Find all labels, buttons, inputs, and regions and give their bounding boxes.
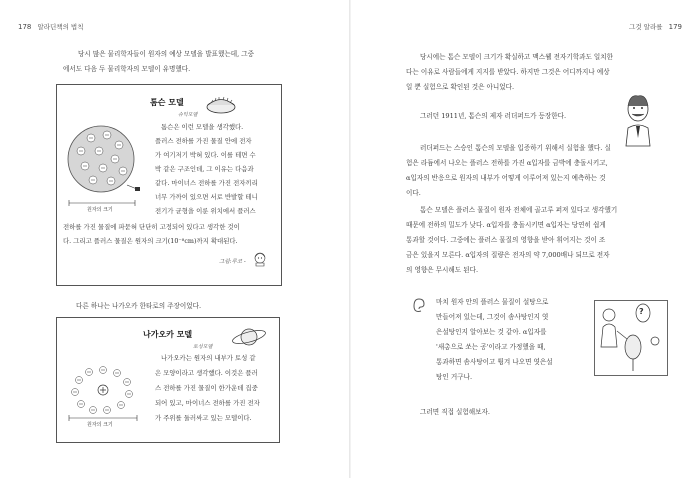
right-page-number: 179 xyxy=(668,23,682,31)
thomson-atom-caption: 원자의 크기 xyxy=(87,207,113,213)
left-page-header xyxy=(18,22,83,31)
book-title: 알라딘책의 법칙 xyxy=(37,23,84,31)
right-para3-line-1: 러더퍼드는 스승인 톰슨의 모델을 입증하기 위해서 실험을 했다. 실 xyxy=(420,144,611,152)
right-page xyxy=(350,0,700,478)
scientist-portrait-icon xyxy=(618,92,658,148)
right-para5-line-4: '새총으로 쏘는 공'이라고 가정했을 때, xyxy=(436,343,546,351)
nagaoka-intro: 다른 하나는 나가오카 한타로의 주장이었다. xyxy=(76,302,202,310)
chapter-title: 그것 알라를 xyxy=(629,23,663,31)
thomson-model-title: 톰슨 모델 xyxy=(150,98,184,107)
right-page-header xyxy=(629,22,682,31)
right-para4-line-5: 의 영향은 무시해도 된다. xyxy=(406,266,479,274)
slingshot-sketch xyxy=(595,301,667,375)
thomson-text-5: 같다. 마이너스 전하를 가진 전자끼리 xyxy=(155,179,258,187)
right-para3-line-3: α입자의 반응으로 원자의 내부가 어떻게 이루어져 있는지 예측하는 것 xyxy=(406,174,606,182)
right-para1-line-3: 일 뿐 실험으로 확인된 것은 아니었다. xyxy=(406,83,515,91)
nagaoka-text-4: 되어 있고, 마이너스 전하를 가진 전자 xyxy=(155,399,260,407)
right-para2: 그러던 1911년, 톰슨의 제자 러더퍼드가 등장한다. xyxy=(420,112,567,120)
right-para5-line-5: 통과하면 솜사탕이고 튕겨 나오면 엿은설 xyxy=(436,358,553,366)
question-mark-label: ? xyxy=(639,307,644,316)
saturn-icon xyxy=(229,322,269,352)
left-page-number: 178 xyxy=(18,23,32,31)
nagaoka-model-box xyxy=(56,317,280,443)
right-para4-line-1: 톰슨 모델은 플러스 물질이 원자 전체에 골고루 퍼져 있다고 생각했기 xyxy=(420,206,618,214)
thomson-text-1: 톰슨은 이런 모델을 생각했다. xyxy=(161,123,244,131)
nagaoka-model-title: 나가오카 모델 xyxy=(143,330,193,339)
right-para5-line-2: 만들어져 있는데, 그것이 솜사탕인지 엿 xyxy=(436,313,549,321)
right-para3-line-4: 이다. xyxy=(406,189,421,197)
thomson-model-box xyxy=(56,84,282,286)
slingshot-experiment-figure xyxy=(594,300,668,376)
nagaoka-text-2: 은 모양이라고 생각했다. 이것은 플러 xyxy=(155,369,258,377)
left-intro-line-1: 당시 많은 물리학자들이 원자의 예상 모델을 발표했는데, 그중 xyxy=(78,50,255,58)
thomson-atom-diagram xyxy=(63,121,143,217)
right-para3-line-2: 험은 라듐에서 나오는 플러스 전하를 가진 α입자를 금박에 충돌시키고, xyxy=(406,159,608,167)
right-para4-line-4: 금은 있을지 모른다. α입자의 질량은 전자의 약 7,000배나 되므로 전자 xyxy=(406,251,610,259)
right-para5-line-6: 탕인 거구나. xyxy=(436,373,473,381)
thomson-text-4: 박 같은 구조인데, 그 이유는 다음과 xyxy=(155,165,254,173)
nagaoka-text-3: 스 전하를 가진 물질이 한가운데 집중 xyxy=(155,384,258,392)
right-para6: 그러면 직접 실험해보자. xyxy=(420,408,490,416)
thomson-text-9: 다. 그리고 플러스 물질은 원자의 크기(10⁻⁸cm)까지 확대된다. xyxy=(63,237,238,245)
left-intro-line-2: 에서도 다음 두 물리학자의 모델이 유명했다. xyxy=(63,65,191,73)
nagaoka-atom-diagram xyxy=(63,360,147,430)
right-para1-line-1: 당시에는 톰슨 모델이 크기가 확실하고 맥스웰 전자기학과도 일치한 xyxy=(420,53,614,61)
ear-icon xyxy=(410,296,426,314)
saturn-model-label: 토성모델 xyxy=(193,344,213,350)
thomson-text-2: 플러스 전하를 가진 물질 안에 전자 xyxy=(155,137,252,145)
pie-icon xyxy=(205,92,237,116)
nagaoka-text-1: 나가오카는 원자의 내부가 토성 같 xyxy=(161,354,256,362)
thomson-text-7: 전기가 균형을 이룬 위치에서 플러스 xyxy=(155,207,256,215)
nagaoka-text-5: 가 주위를 둘러싸고 있는 모델이다. xyxy=(155,414,252,422)
thomson-text-6: 너무 가까이 있으면 서로 반발할 테니 xyxy=(155,193,258,201)
right-para1-line-2: 다는 이유로 사람들에게 지지를 받았다. 하지만 그것은 어디까지나 예상 xyxy=(406,68,610,76)
thomson-text-8: 전하를 가진 물질에 파묻혀 단단히 고정되어 있다고 생각한 것이 xyxy=(63,223,240,231)
right-para5-line-1: 마치 원자 안의 플러스 물질이 설탕으로 xyxy=(436,298,549,306)
thomson-text-3: 가 여기저기 박혀 있다. 이를 테면 수 xyxy=(155,151,256,159)
right-para5-line-3: 은설탕인지 알아보는 것 같아. α입자를 xyxy=(436,328,547,336)
illustration-signature: 그림:루코 - xyxy=(219,259,246,265)
right-para4-line-2: 때문에 전하의 밀도가 낮다. α입자를 충돌시키면 α입자는 당연히 쉽게 xyxy=(406,221,606,229)
nagaoka-atom-caption: 원자의 크기 xyxy=(87,422,113,428)
person-doodle-icon xyxy=(251,251,269,267)
plum-pudding-label: 슈익모델 xyxy=(178,112,198,118)
right-para4-line-3: 통과할 것이다. 그중에는 플러스 물질의 영향을 받아 휘어지는 것이 조 xyxy=(406,236,606,244)
